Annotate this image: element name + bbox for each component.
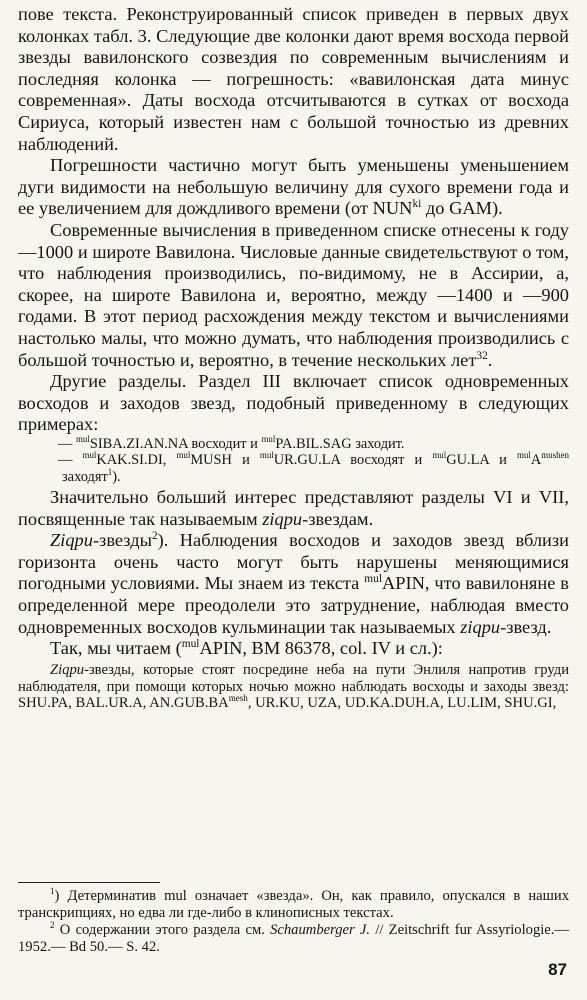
footnote-divider (18, 882, 160, 883)
paragraph-2: Погрешности частично могут быть уменьшены уменьшением дуги видимости на небольшую величину для сухого времени года и ее увеличением для дождливого времени (от $NUN^{ki}$ до GAM). (18, 155, 569, 219)
list-item: — $^{mul}$KAK.SI.DI, $^{mul}$MUSH и $^{mul}$UR.GU.LA восходят и $^{mul}$GU.LA и $^{mul}A^{mushen}$ заходят$^1$). (58, 450, 569, 485)
list-item: — $^{mul}$SIBA.ZI.AN.NA восходит и $^{mul}$PA.BIL.SAG заходит. (58, 434, 405, 452)
footnote-ref-32: 32 (476, 349, 488, 362)
footnote-2: $^2$ О содержании этого раздела см. Schaumberger J. // Zeitschrift fur Assyriologie.— 1952.— Bd 50.— S. 42. (18, 920, 570, 955)
footnotes (18, 888, 569, 956)
block-quote: Ziqpu-звезды, которые стоят посредине неба на пути Энлиля напротив груди наблюдателя, при помощи которых ночью можно наблюдать восходы и заходы звезд: SHU.PA, BAL.UR.A, $AN.GUB.BA^{mesh}$, UR.KU, UZA, UD.KA.DUH.A, LU.LIM, SHU.GI, (18, 661, 569, 712)
paragraph-3: Современные вычисления в приведенном списке отнесены к году —1000 и широте Вавилона. Числовые данные свидетельствуют о том, что наблюдения производились, по-видимому, не в Ассирии, а, скорее, на широте Вавилона и, вероятно, между —1400 и —900 годами. В этот период расхождения между текстом и вычислениями настолько малы, что можно думать, что наблюдения производились с большой точностью и, вероятно, в течение нескольких лет$^{32}$. (18, 219, 569, 370)
paragraph-1: пове текста. Реконструированный список приведен в первых двух колонках табл. 3. Следующие две колонки дают время восхода первой звезды вавилонского созвездия по современным вычислениям и последняя колонка — погрешность: «вавилонская дата минус современная». Даты восхода отсчитываются в сутках от восхода Сириуса, который известен нам с большой точностью из древних наблюдений. (18, 4, 569, 154)
footnote-ref-1: 1 (107, 466, 113, 477)
paragraph-4: Другие разделы. Раздел III включает список одновременных восходов и заходов звезд, подобный приведенному в следующих примерах: (18, 371, 569, 435)
footnote-ref-2: 2 (151, 530, 158, 543)
footnote-1: $^1$) Детерминатив mul означает «звезда». Он, как правило, опускался в наших транскрипциях, но едва ли где-либо в клинописных текстах. (18, 886, 569, 921)
paragraph-6: Ziqpu-звезды$^2$). Наблюдения восходов и заходов звезд вблизи горизонта очень часто могут быть нарушены меняющимися погодными условиями. Мы знаем из текста $^{mul}$APIN, что вавилоняне в определенной мере преодолели это затруднение, наблюдая вместо одновременных восходов кульминации так называемых ziqpu-звезд. (18, 530, 569, 637)
main-text (18, 4, 569, 712)
example-list (18, 436, 569, 485)
paragraph-5: Значительно больший интерес представляют разделы VI и VII, посвященные так называемым ziqpu-звездам. (18, 487, 569, 529)
paragraph-7: Так, мы читаем ($^{mul}$APIN, BM 86378, col. IV и сл.): (50, 638, 443, 659)
page-number: 87 (548, 960, 567, 979)
